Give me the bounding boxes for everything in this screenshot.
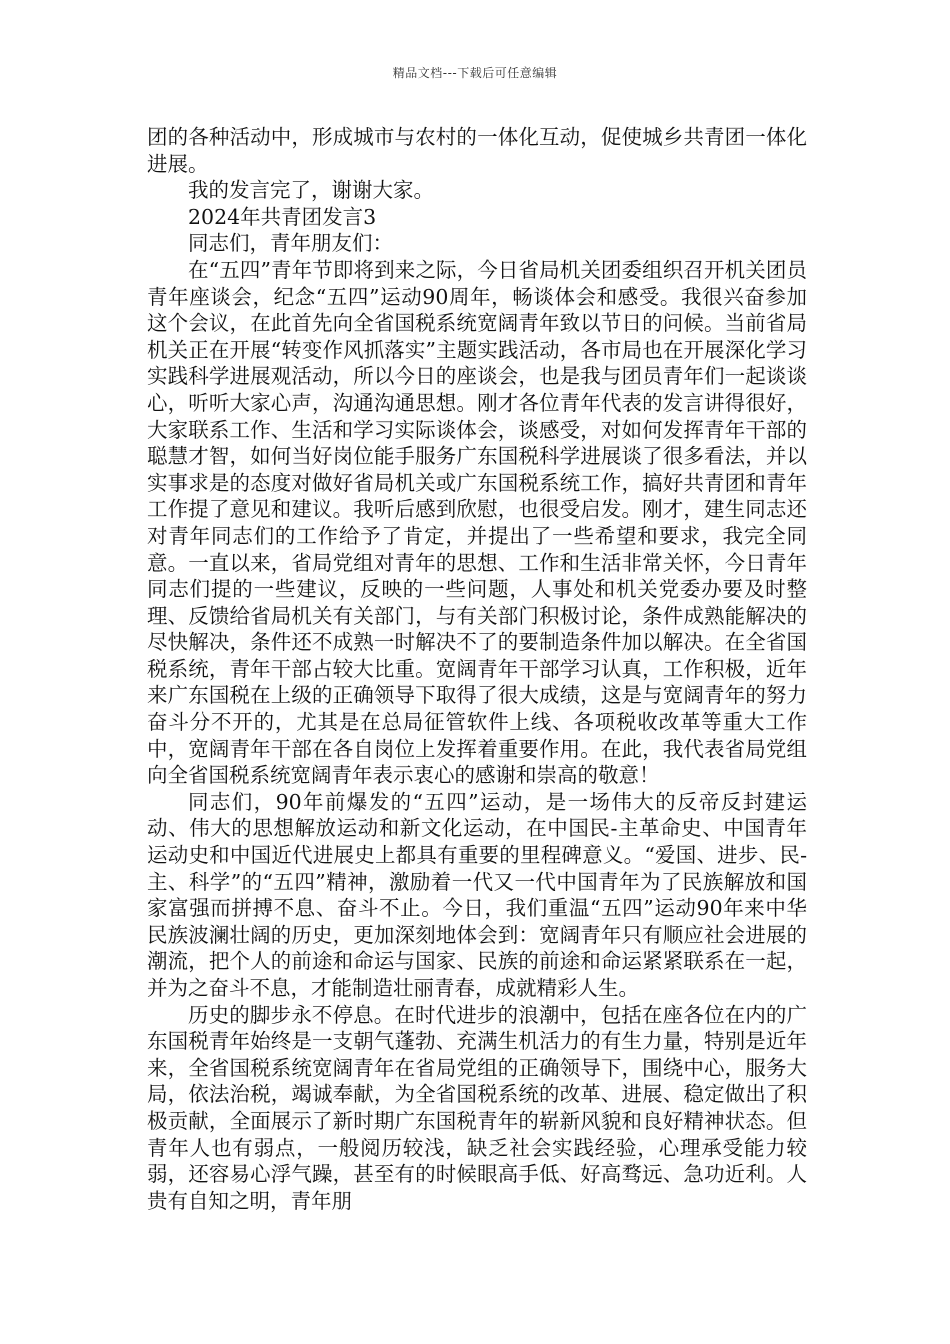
paragraph: 历史的脚步永不停息。在时代进步的浪潮中，包括在座各位在内的广东国税青年始终是一支朝气蓬勃、充满生机活力的有生力量，特别是近年来，全省国税系统宽阔青年在省局党组的正确领导下，围绕中心，服务大局，依法治税，竭诚奉献，为全省国税系统的改革、进展、稳定做出了积极贡献，全面展示了新时期广东国税青年的崭新风貌和良好精神状态。但青年人也有弱点，一般阅历较浅，缺乏社会实践经验，心理承受能力较弱，还容易心浮气躁，甚至有的时候眼高手低、好高骛远、急功近利。人贵有自知之明，青年朋 bbox=[147, 1002, 807, 1213]
section-heading: 2024年共青团发言3 bbox=[188, 204, 377, 229]
paragraph: 同志们，90年前爆发的“五四”运动，是一场伟大的反帝反封建运动、伟大的思想解放运动和新文化运动，在中国民-主革命史、中国青年运动史和中国近代进展史上都具有重要的里程碑意义。“爱国、进步、民-主、科学”的“五四”精神，激励着一代又一代中国青年为了民族解放和国家富强而拼搏不息、奋斗不止。今日，我们重温“五四”运动90年来中华民族波澜壮阔的历史，更加深刻地体会到：宽阔青年只有顺应社会进展的潮流，把个人的前途和命运与国家、民族的前途和命运紧紧联系在一起，并为之奋斗不息，才能制造壮丽青春，成就精彩人生。 bbox=[147, 789, 807, 1000]
paragraph: 在“五四”青年节即将到来之际，今日省局机关团委组织召开机关团员青年座谈会，纪念“五四”运动90周年，畅谈体会和感受。我很兴奋参加这个会议，在此首先向全省国税系统宽阔青年致以节日的问候。当前省局机关正在开展“转变作风抓落实”主题实践活动，各市局也在开展深化学习实践科学进展观活动，所以今日的座谈会，也是我与团员青年们一起谈谈心，听听大家心声，沟通沟通思想。刚才各位青年代表的发言讲得很好，大家联系工作、生活和学习实际谈体会，谈感受，对如何发挥青年干部的聪慧才智，如何当好岗位能手服务广东国税科学进展谈了很多看法，并以实事求是的态度对做好省局机关或广东国税系统工作，搞好共青团和青年工作提了意见和建议。我听后感到欣慰，也很受启发。刚才，建生同志还对青年同志们的工作给予了肯定，并提出了一些希望和要求，我完全同意。一直以来，省局党组对青年的思想、工作和生活非常关怀，今日青年同志们提的一些建议，反映的一些问题，人事处和机关党委办要及时整理、反馈给省局机关有关部门，与有关部门积极讨论，条件成熟能解决的尽快解决，条件还不成熟一时解决不了的要制造条件加以解决。在全省国税系统，青年干部占较大比重。宽阔青年干部学习认真，工作积极，近年来广东国税在上级的正确领导下取得了很大成绩，这是与宽阔青年的努力奋斗分不开的，尤其是在总局征管软件上线、各项税收改革等重大工作中，宽阔青年干部在各自岗位上发挥着重要作用。在此，我代表省局党组向全省国税系统宽阔青年表示衷心的感谢和崇高的敬意！ bbox=[147, 257, 807, 788]
page-header-note: 精品文档---下载后可任意编辑 bbox=[392, 66, 558, 80]
document-body bbox=[147, 124, 807, 1214]
paragraph: 团的各种活动中，形成城市与农村的一体化互动，促使城乡共青团一体化进展。 bbox=[147, 125, 807, 176]
paragraph: 我的发言完了，谢谢大家。 bbox=[188, 178, 434, 203]
salutation: 同志们，青年朋友们： bbox=[188, 231, 393, 256]
